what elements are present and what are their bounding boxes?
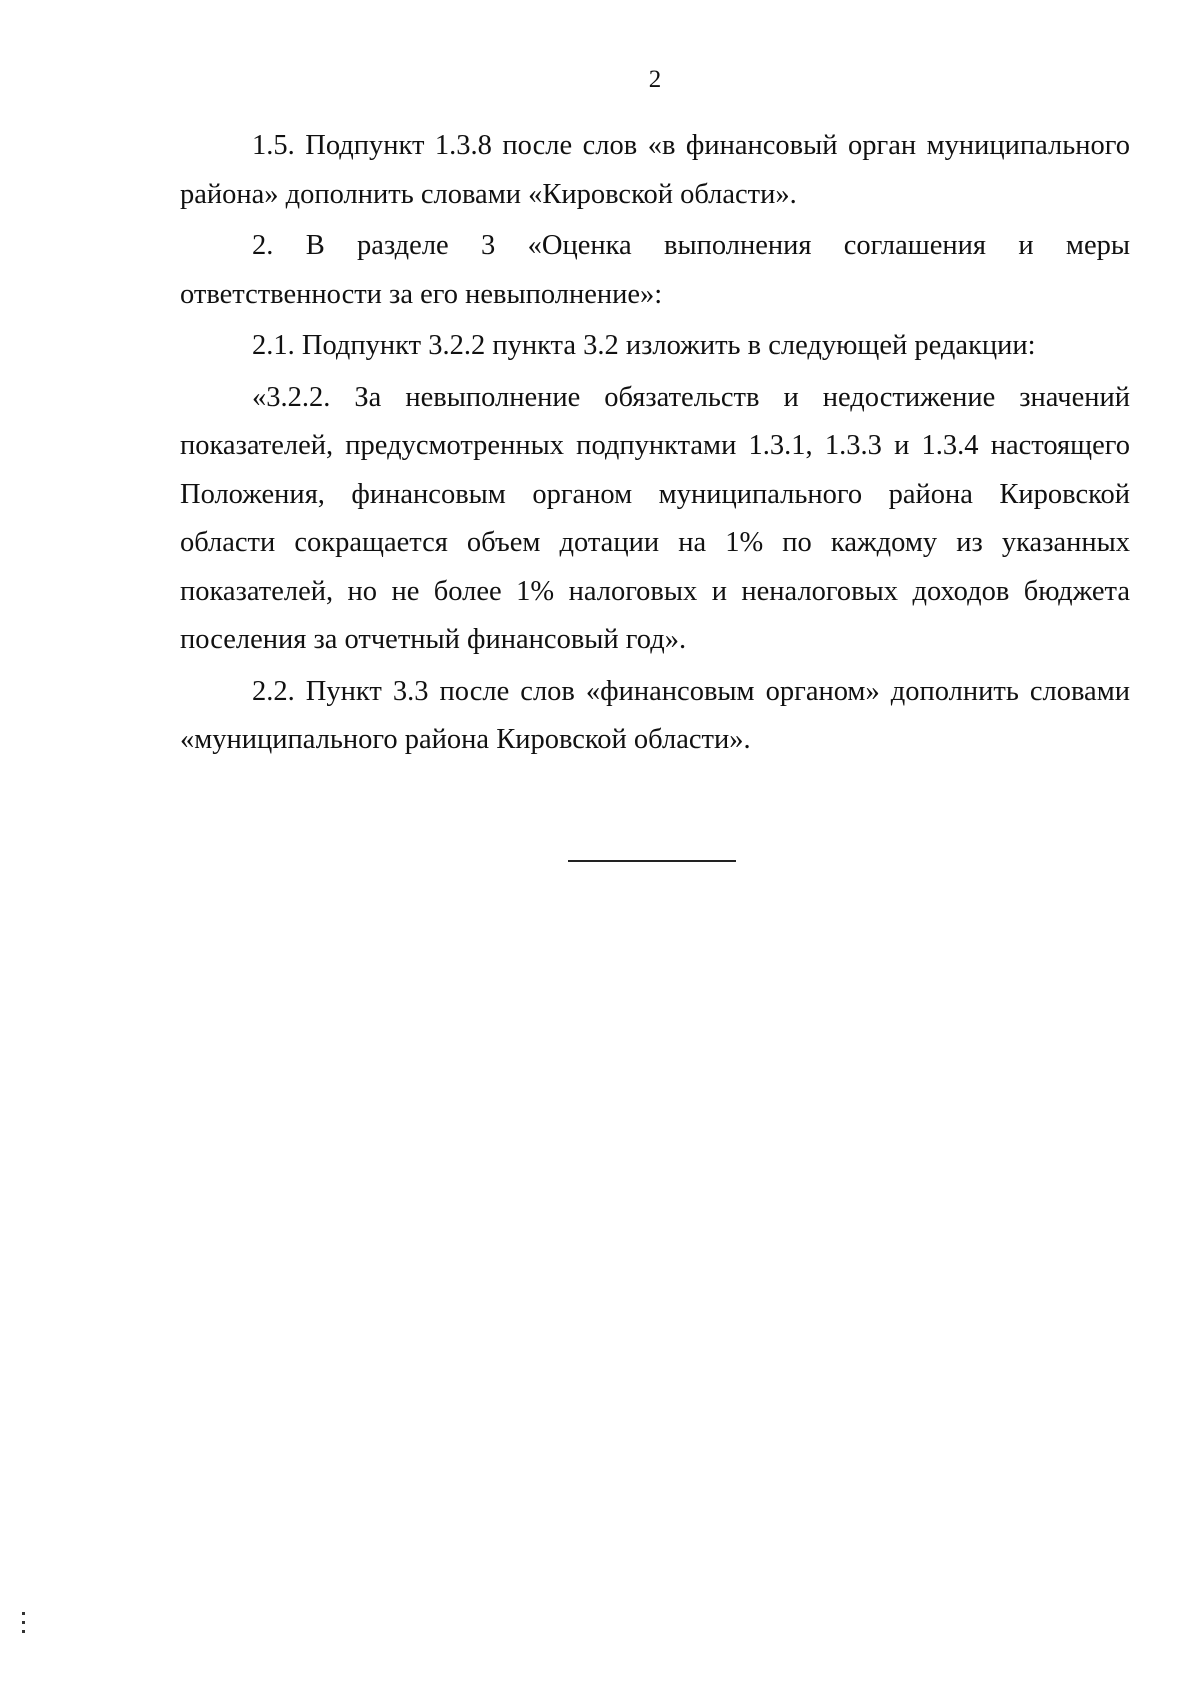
paragraph-2: 2. В разделе 3 «Оценка выполнения соглашения и меры ответственности за его невыполнение»: bbox=[180, 230, 1130, 310]
end-separator-line bbox=[568, 860, 736, 862]
paragraph-2-2: 2.2. Пункт 3.3 после слов «финансовым органом» дополнить словами «муниципального района Кировской области». bbox=[180, 675, 1130, 755]
document-body bbox=[180, 122, 1130, 765]
margin-dots-mark bbox=[22, 1612, 26, 1634]
page-number: 2 bbox=[648, 66, 662, 93]
paragraph-3-2-2: «3.2.2. За невыполнение обязательств и недостижение значений показателей, предусмотренных подпунктами 1.3.1, 1.3.3 и 1.3.4 настоящего Положения, финансовым органом муниципального района Кировской области сокращается объем дотации на 1% по каждому из указанных показателей, но не более 1% налоговых и неналоговых доходов бюджета поселения за отчетный финансовый год». bbox=[180, 381, 1130, 655]
paragraph-2-1: 2.1. Подпункт 3.2.2 пункта 3.2 изложить в следующей редакции: bbox=[252, 330, 1036, 361]
paragraph-1-5: 1.5. Подпункт 1.3.8 после слов «в финансовый орган муниципального района» дополнить словами «Кировской области». bbox=[180, 130, 1130, 210]
